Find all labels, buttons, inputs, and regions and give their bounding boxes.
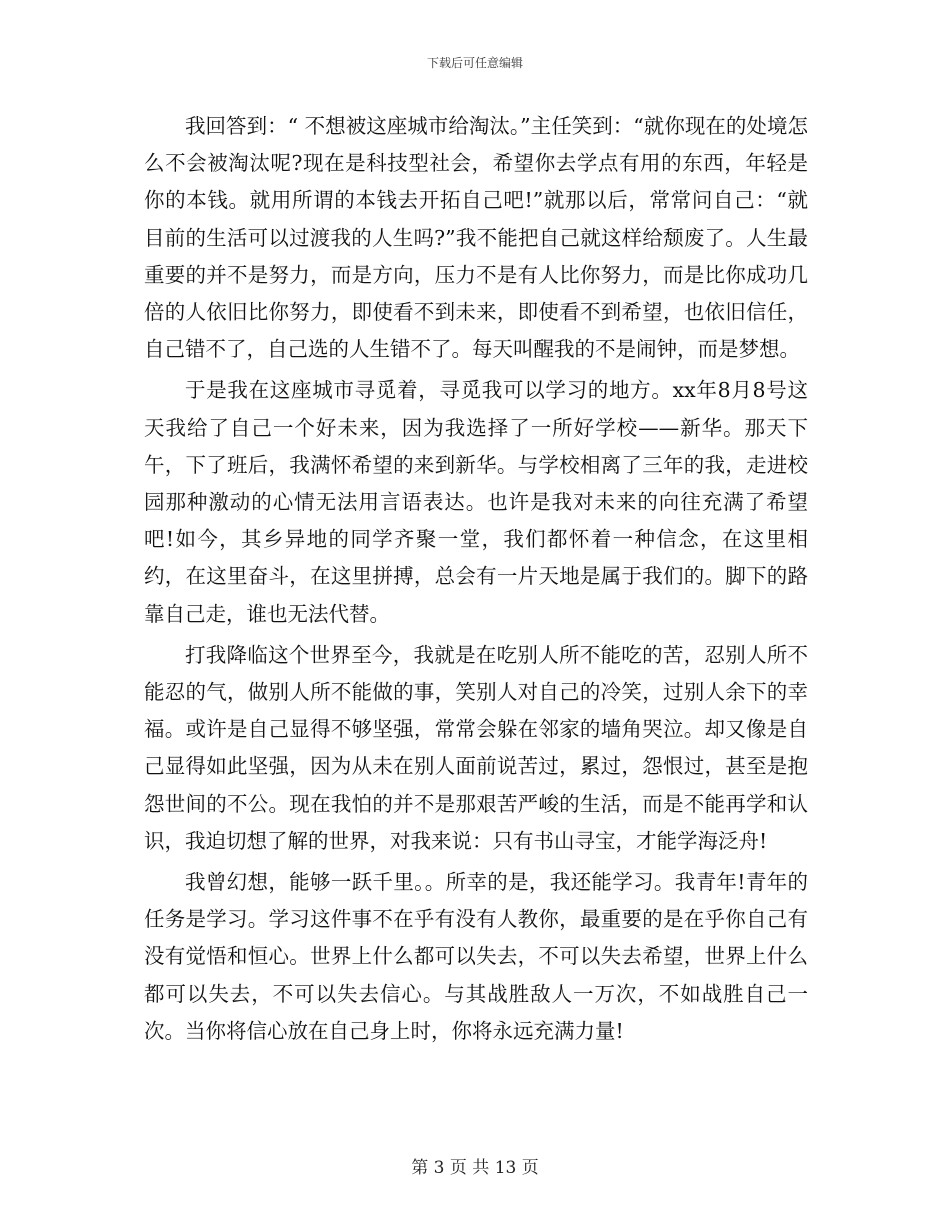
page-header: 下载后可任意编辑 <box>426 56 523 70</box>
paragraph-3: 打我降临这个世界至今，我就是在吃别人所不能吃的苦，忍别人所不能忍的气，做别人所不能做的事，笑别人对自己的冷笑，过别人余下的幸福。或许是自己显得不够坚强，常常会躲在邻家的墙角哭泣。却又像是自己显得如此坚强，因为从未在别人面前说苦过，累过，怨恨过，甚至是抱怨世间的不公。现在我怕的并不是那艰苦严峻的生活，而是不能再学和认识，我迫切想了解的世界，对我来说：只有书山寻宝，才能学海泛舟! <box>144 642 808 853</box>
paragraph-1: 我回答到：“ 不想被这座城市给淘汰。”主任笑到：“就你现在的处境怎么不会被淘汰呢?现在是科技型社会，希望你去学点有用的东西，年轻是你的本钱。就用所谓的本钱去开拓自己吧!”就那以后，常常问自己：“就目前的生活可以过渡我的人生吗?”我不能把自己就这样给颓废了。人生最重要的并不是努力，而是方向，压力不是有人比你努力，而是比你成功几倍的人依旧比你努力，即使看不到未来，即使看不到希望，也依旧信任，自己错不了，自己选的人生错不了。每天叫醒我的不是闹钟，而是梦想。 <box>144 114 808 362</box>
document-body <box>144 108 808 1054</box>
page-footer: 第 3 页 共 13 页 <box>411 1158 539 1178</box>
paragraph-2: 于是我在这座城市寻觅着，寻觅我可以学习的地方。xx年8月8号这天我给了自己一个好未来，因为我选择了一所好学校——新华。那天下午，下了班后，我满怀希望的来到新华。与学校相离了三年的我，走进校园那种激动的心情无法用言语表达。也许是我对未来的向往充满了希望吧!如今，其乡异地的同学齐聚一堂，我们都怀着一种信念，在这里相约，在这里奋斗，在这里拼搏，总会有一片天地是属于我们的。脚下的路靠自己走，谁也无法代替。 <box>144 378 808 626</box>
paragraph-4: 我曾幻想，能够一跃千里。。所幸的是，我还能学习。我青年!青年的任务是学习。学习这件事不在乎有没有人教你，最重要的是在乎你自己有没有觉悟和恒心。世界上什么都可以失去，不可以失去希望，世界上什么都可以失去，不可以失去信心。与其战胜敌人一万次，不如战胜自己一次。当你将信心放在自己身上时，你将永远充满力量! <box>144 870 808 1043</box>
